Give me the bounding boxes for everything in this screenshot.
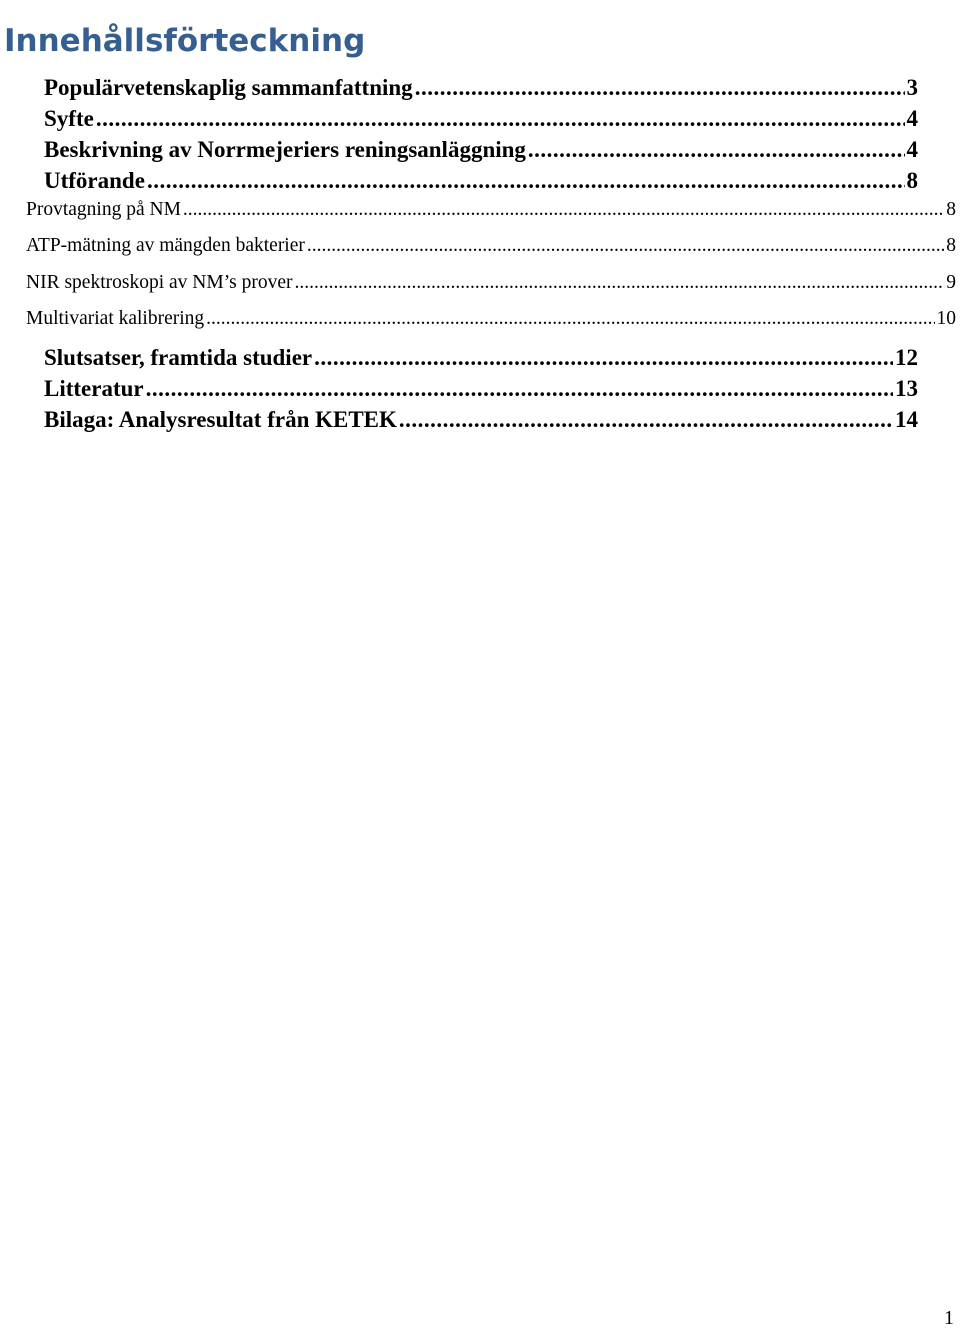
- toc-entry-label: Provtagning på NM: [26, 199, 181, 220]
- toc-entry-label: Syfte: [44, 106, 94, 131]
- toc-entry-label: Beskrivning av Norrmejeriers reningsanläggning: [44, 137, 526, 162]
- toc-entry-label: NIR spektroskopi av NM’s prover: [26, 272, 293, 293]
- dot-leader: [314, 342, 893, 373]
- toc-entry-page: 10: [936, 308, 956, 329]
- toc-entry[interactable]: [44, 342, 918, 373]
- toc-entry-label: Utförande: [44, 168, 145, 193]
- toc-subentry[interactable]: [26, 264, 956, 301]
- toc-entry-label: Multivariat kalibrering: [26, 308, 205, 329]
- toc-entry[interactable]: [44, 373, 918, 404]
- dot-leader: [294, 264, 944, 301]
- dot-leader: [96, 103, 905, 134]
- toc-entry-page: 13: [895, 376, 918, 401]
- toc-entry-page: 4: [906, 106, 918, 131]
- toc-entry-label: ATP-mätning av mängden bakterier: [26, 235, 305, 256]
- toc-entry-label: Slutsatser, framtida studier: [44, 345, 313, 370]
- dot-leader: [183, 191, 944, 228]
- toc-entry-page: 8: [946, 199, 956, 220]
- toc-entry-label: Populärvetenskaplig sammanfattning: [44, 75, 413, 100]
- page-number: 1: [944, 1307, 954, 1329]
- toc-entry[interactable]: [44, 404, 918, 435]
- toc-entry-page: 9: [946, 272, 956, 293]
- toc-entry-label: Litteratur: [44, 376, 144, 401]
- toc-entry-page: 3: [906, 75, 918, 100]
- dot-leader: [146, 373, 893, 404]
- dot-leader: [415, 72, 905, 103]
- toc-subentry[interactable]: [26, 191, 956, 228]
- toc-entry-page: 14: [895, 407, 918, 432]
- dot-leader: [399, 404, 893, 435]
- toc-subentry[interactable]: [26, 227, 956, 264]
- toc-entry[interactable]: [44, 72, 918, 103]
- toc-entry-page: 8: [906, 168, 918, 193]
- toc-entry-page: 12: [895, 345, 918, 370]
- dot-leader: [206, 300, 934, 337]
- toc-entry-label: Bilaga: Analysresultat från KETEK: [44, 407, 397, 432]
- toc-entry-page: 4: [906, 137, 918, 162]
- toc-entry[interactable]: [44, 103, 918, 134]
- dot-leader: [307, 227, 944, 264]
- toc-subentry[interactable]: [26, 300, 956, 337]
- dot-leader: [528, 134, 905, 165]
- page-title: Innehållsförteckning: [4, 22, 366, 59]
- toc-entry[interactable]: [44, 134, 918, 165]
- toc-entry-page: 8: [946, 235, 956, 256]
